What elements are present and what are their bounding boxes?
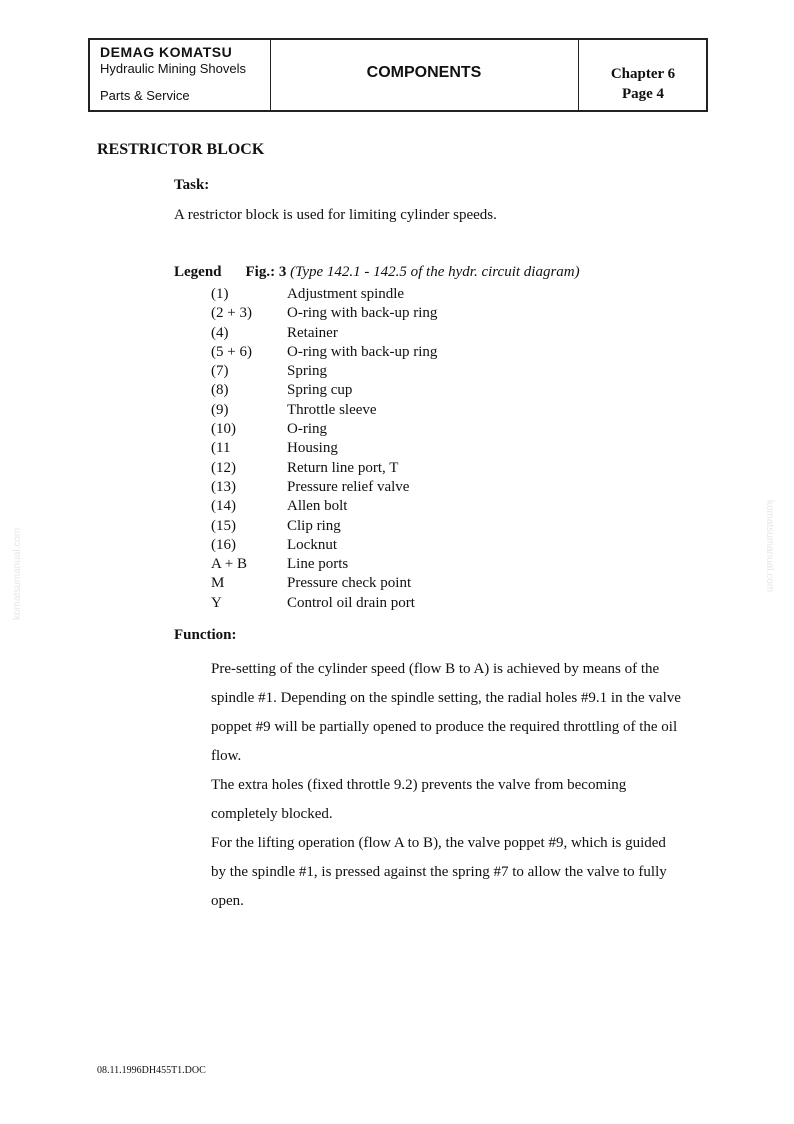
legend-label: Legend <box>174 264 222 280</box>
legend-item <box>211 555 571 574</box>
legend-item-number: (14) <box>211 498 236 515</box>
legend-item-desc: Adjustment spindle <box>287 286 405 302</box>
legend-item-number: (11 <box>211 440 231 457</box>
legend-list <box>211 285 571 613</box>
legend-item <box>211 285 571 304</box>
task-heading: Task: <box>174 177 210 193</box>
legend-item-desc: O-ring with back-up ring <box>287 305 438 322</box>
legend-item <box>211 420 571 439</box>
legend-item-desc: Pressure check point <box>287 575 412 592</box>
legend-item-number: (8) <box>211 382 229 399</box>
legend-item-desc: Line ports <box>287 556 349 573</box>
legend-item-desc: Spring cup <box>287 382 353 399</box>
header-brand-cell <box>90 40 271 110</box>
task-text: A restrictor block is used for limiting cylinder speeds. <box>174 207 497 223</box>
watermark-right: komatsumanual.com <box>764 500 775 593</box>
legend-item-desc: Return line port, T <box>287 459 399 476</box>
header-section-cell <box>270 40 579 110</box>
legend-item-number: (13) <box>211 478 236 495</box>
legend-item <box>211 478 571 497</box>
legend-item <box>211 381 571 400</box>
legend-item <box>211 536 571 555</box>
legend-item <box>211 574 571 593</box>
legend-item <box>211 497 571 516</box>
brand-service: Parts & Service <box>100 88 190 103</box>
legend-item-desc: Control oil drain port <box>287 594 415 611</box>
legend-item-desc: O-ring with back-up ring <box>287 343 438 360</box>
legend-item-desc: O-ring <box>287 421 327 438</box>
legend-item-number: (16) <box>211 536 236 553</box>
legend-item <box>211 304 571 323</box>
legend-item <box>211 362 571 381</box>
function-paragraph: The extra holes (fixed throttle 9.2) prevents the valve from becoming completely blocked. <box>211 777 627 822</box>
watermark-left: komatsumanual.com <box>12 527 23 620</box>
legend-item <box>211 459 571 478</box>
legend-item <box>211 439 571 458</box>
legend-item-desc: Allen bolt <box>287 498 348 515</box>
function-heading: Function: <box>174 627 237 643</box>
legend-item-desc: Throttle sleeve <box>287 401 377 418</box>
function-paragraph: For the lifting operation (flow A to B), the valve poppet #9, which is guided by the spindle #1, is pressed against the spring #7 to allow the valve to fully open. <box>211 835 667 909</box>
brand-logo: DEMAG KOMATSU <box>100 44 233 60</box>
legend-item-number: (4) <box>211 324 229 341</box>
legend-item-number: (9) <box>211 401 229 418</box>
legend-item-desc: Retainer <box>287 324 338 341</box>
legend-item-desc: Spring <box>287 363 328 380</box>
legend-item-number: (2 + 3) <box>211 305 252 322</box>
legend-item-number: (5 + 6) <box>211 343 252 360</box>
legend-line <box>174 264 580 281</box>
legend-item-desc: Locknut <box>287 536 337 553</box>
header-box <box>88 38 708 112</box>
legend-item-number: (10) <box>211 421 236 438</box>
legend-item <box>211 594 571 613</box>
legend-item-number: (1) <box>211 286 229 302</box>
legend-item <box>211 324 571 343</box>
brand-subtitle: Hydraulic Mining Shovels <box>100 61 246 76</box>
legend-item <box>211 517 571 536</box>
fig-label: Fig.: 3 <box>245 264 287 280</box>
legend-item-number: A + B <box>211 556 247 573</box>
legend-item <box>211 401 571 420</box>
legend-item-number: (15) <box>211 517 236 534</box>
section-title: COMPONENTS <box>366 64 482 81</box>
legend-item-desc: Housing <box>287 440 338 457</box>
legend-item <box>211 343 571 362</box>
page-title: RESTRICTOR BLOCK <box>97 141 265 158</box>
legend-item-number: Y <box>211 594 222 611</box>
legend-item-number: (7) <box>211 363 229 380</box>
footer-filename: 08.11.1996DH455T1.DOC <box>97 1065 206 1076</box>
legend-item-desc: Pressure relief valve <box>287 478 410 495</box>
legend-item-number: M <box>211 575 225 592</box>
chapter-label: Chapter 6 <box>610 66 676 82</box>
function-paragraph: Pre-setting of the cylinder speed (flow B to A) is achieved by means of the spindle #1. Depending on the spindle setting, the radial holes #9.1 in the valve poppet #9 will be partially opened to produce the required throttling of the oil flow. <box>211 661 681 764</box>
legend-item-number: (12) <box>211 459 236 476</box>
legend-item-desc: Clip ring <box>287 517 341 534</box>
page-label: Page 4 <box>621 86 665 102</box>
fig-description: (Type 142.1 - 142.5 of the hydr. circuit diagram) <box>290 264 580 280</box>
function-body <box>211 655 681 916</box>
